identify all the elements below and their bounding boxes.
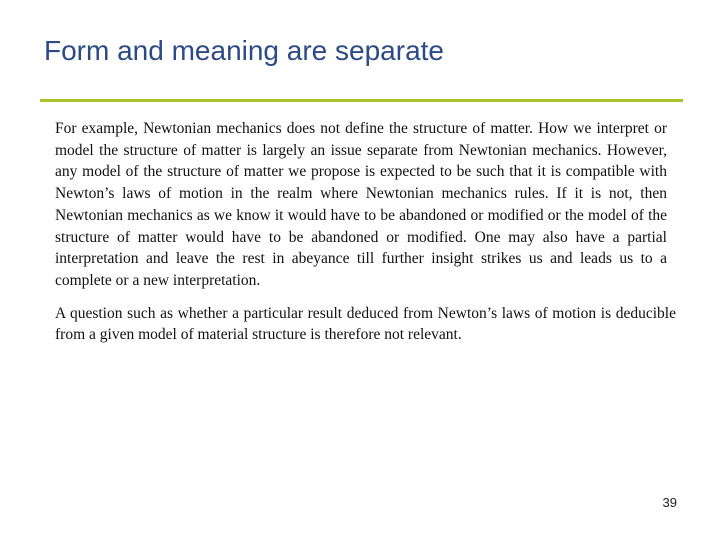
slide-title: Form and meaning are separate bbox=[44, 35, 444, 66]
page-number: 39 bbox=[662, 495, 677, 510]
slide-body bbox=[55, 118, 676, 346]
body-paragraph-2: A question such as whether a particular result deduced from Newton’s laws of motion is deducible from a given model of material structure is therefore not relevant. bbox=[55, 304, 676, 344]
body-paragraph-1: For example, Newtonian mechanics does not define the structure of matter. How we interpret or model the structure of matter is largely an issue separate from Newtonian mechanics. However, any model of the structure of matter we propose is expected to be such that it is compatible with Newton’s laws of motion in the realm where Newtonian mechanics rules. If it is not, then Newtonian mechanics as we know it would have to be abandoned or modified or the model of the structure of matter would have to be abandoned or modified. One may also have a partial interpretation and leave the rest in abeyance till further insight strikes us and leads us to a complete or a new interpretation. bbox=[55, 120, 667, 289]
title-divider bbox=[40, 99, 683, 102]
